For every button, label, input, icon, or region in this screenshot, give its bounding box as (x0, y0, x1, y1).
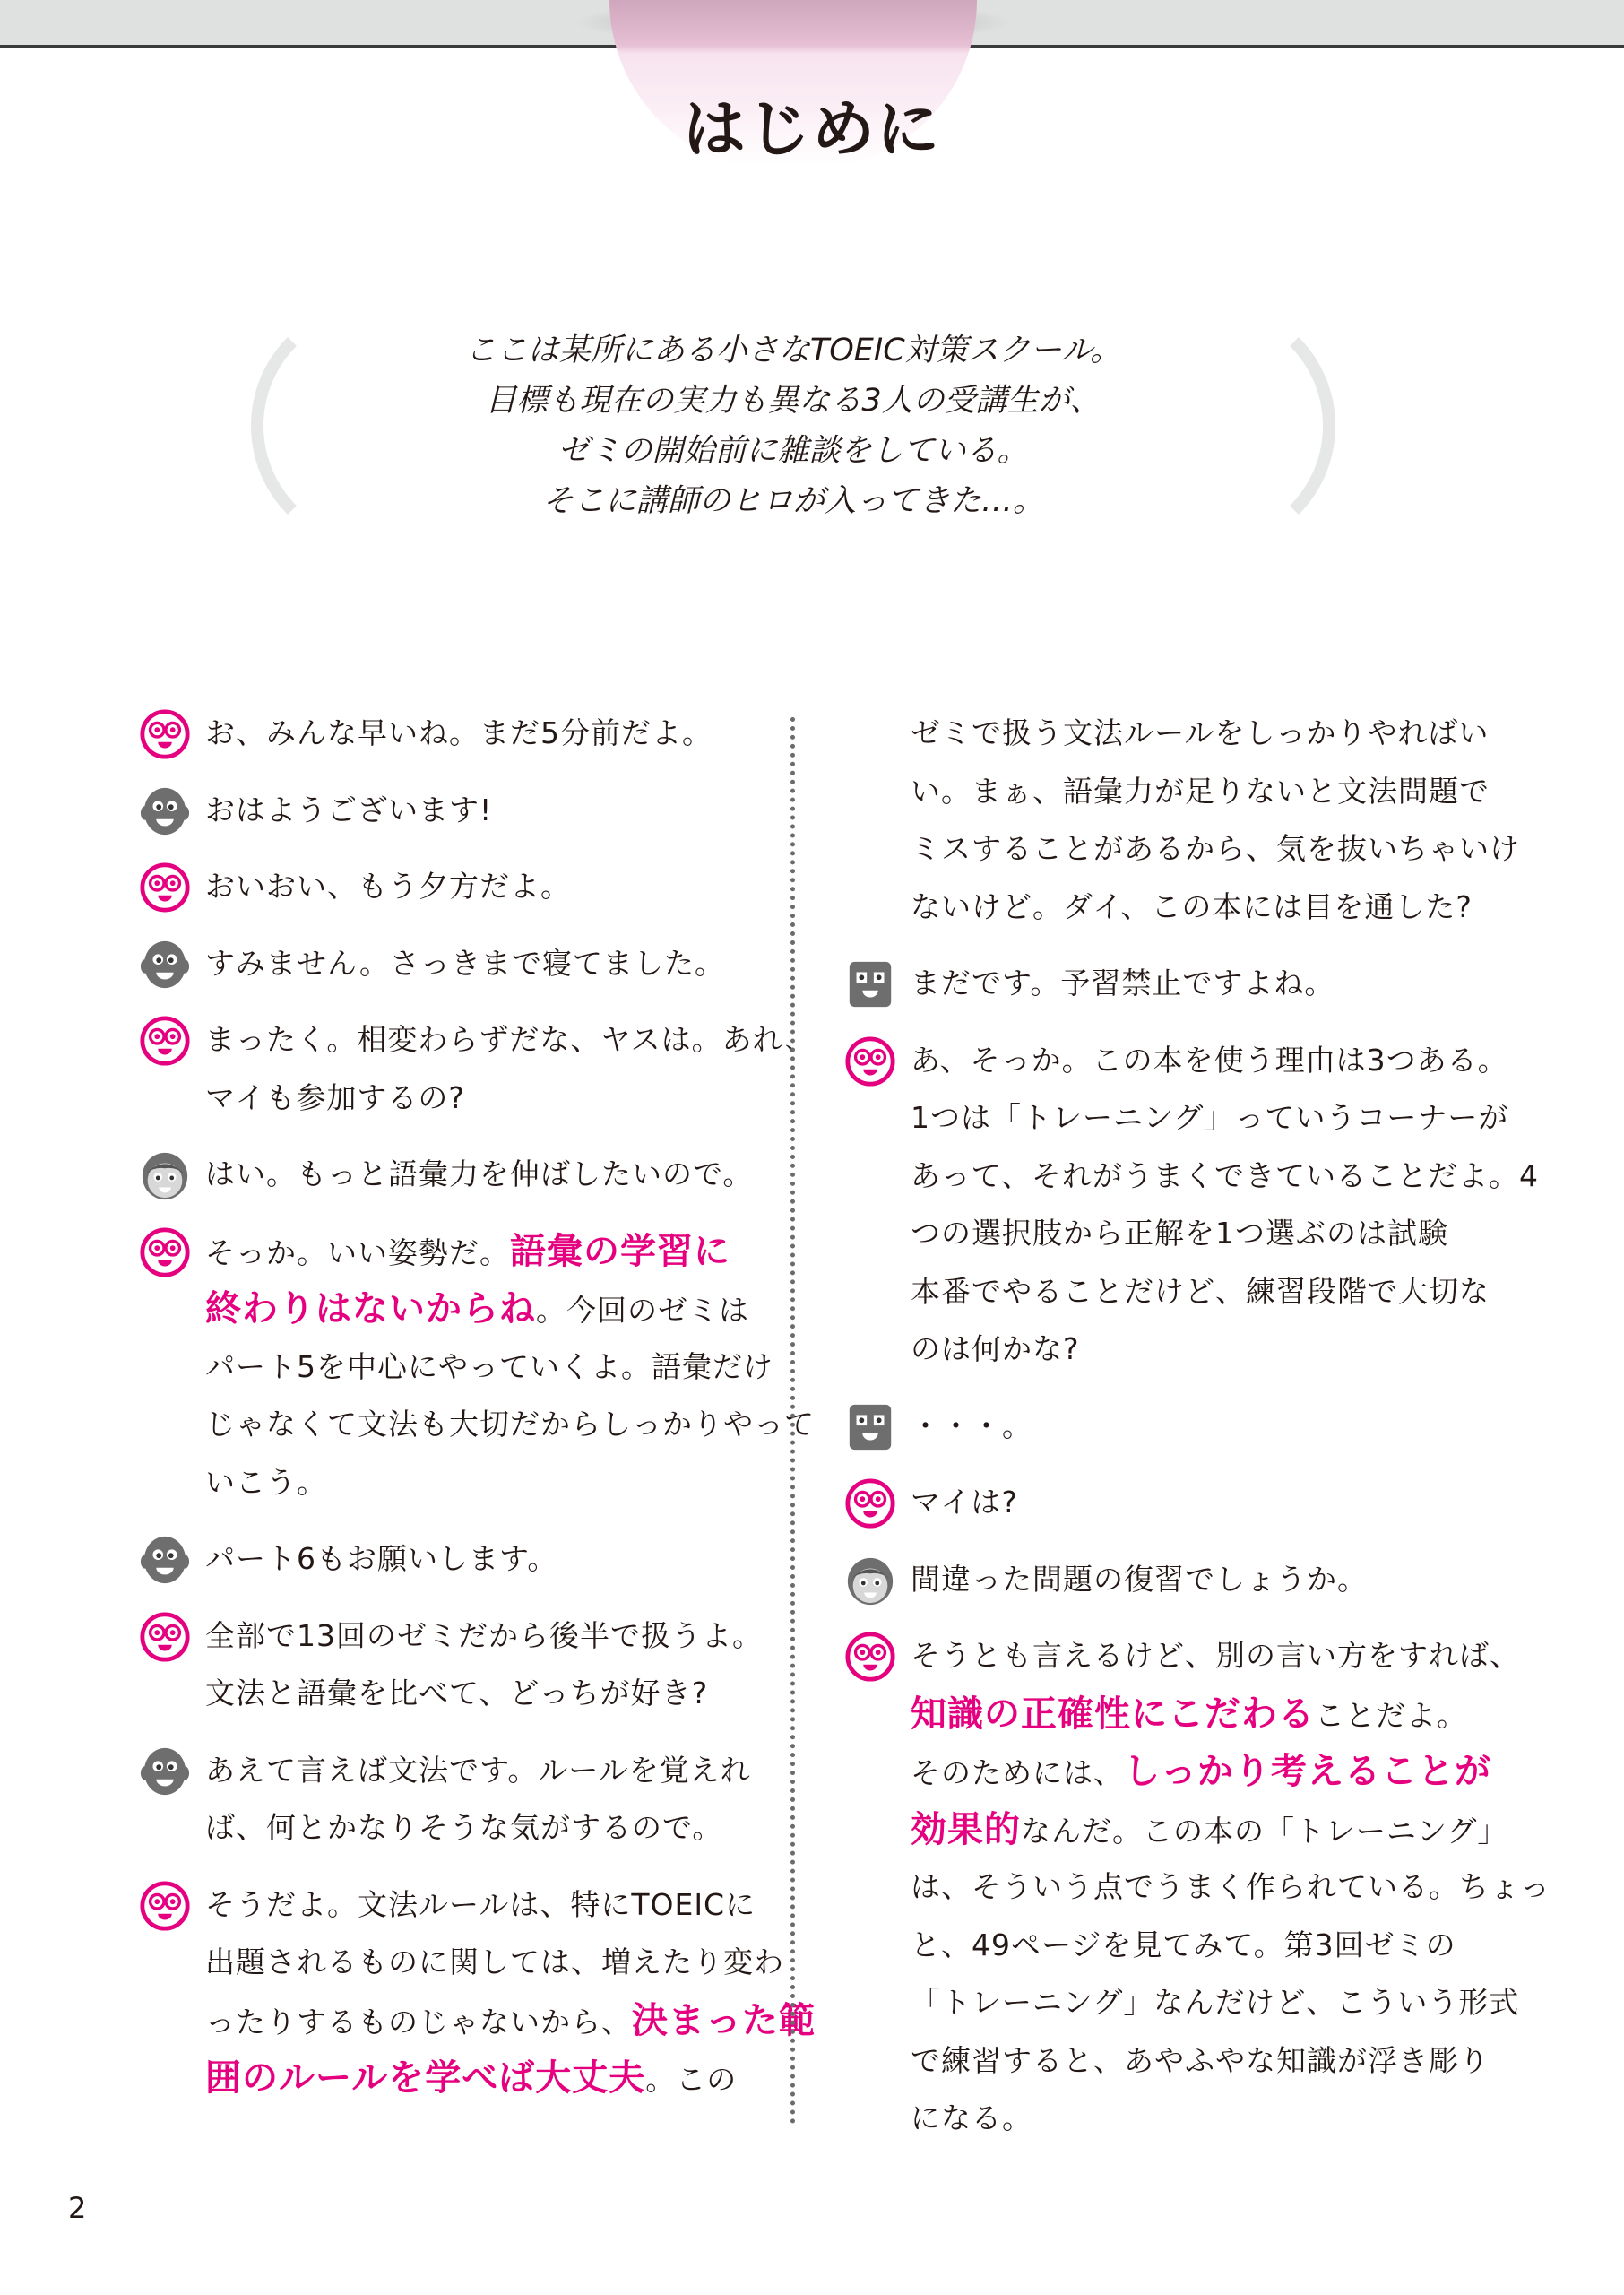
dialogue-text: になる。 (911, 2100, 1032, 2135)
dialogue-line (911, 763, 1490, 821)
dialogue-line (911, 1321, 1454, 1379)
dialogue-utterance-hiro (139, 1011, 816, 1127)
dialogue-text: おはようございます! (205, 792, 493, 827)
hiro-avatar-icon (844, 1631, 896, 1683)
dialogue-text: そうとも言えるけど、別の言い方をすれば、 (911, 1638, 1520, 1673)
dialogue-text: マイは? (911, 1485, 1018, 1520)
dialogue-line (911, 879, 1473, 937)
dialogue-line (205, 1280, 748, 1338)
dialogue-line (911, 1551, 1454, 1609)
dialogue-utterance-hiro (139, 1876, 816, 2108)
dialogue-utterance-mai (139, 1146, 754, 1204)
dialogue-text: ことだよ。 (1315, 1697, 1467, 1733)
dialogue-text: 1つは「トレーニング」っていうコーナーが (911, 1100, 1509, 1135)
dialogue-text: すみません。さっきまで寝てました。 (205, 945, 725, 981)
dialogue-line (911, 2032, 1490, 2091)
dialogue-line (911, 1032, 1508, 1090)
dialogue-text: まったく。相変わらずだな、ヤスは。あれ、 (205, 1022, 816, 1057)
highlight-text: 終わりはないからね (205, 1288, 536, 1329)
dialogue-utterance-yasu (139, 1742, 751, 1858)
dialogue-utterance-hiro (139, 858, 748, 916)
dialogue-text: お、みんな早いね。まだ5分前だよ。 (205, 715, 713, 750)
dialogue-text: ミスすることがあるから、気を抜いちゃいけ (911, 831, 1520, 866)
dialogue-text: 間違った問題の復習でしょうか。 (911, 1561, 1368, 1597)
dialogue-text: 。今回のゼミは (536, 1293, 749, 1328)
dialogue-utterance-hiro (139, 1607, 763, 1723)
dialogue-utterance-yasu (139, 935, 748, 993)
intro-line: そこに講師のヒロが入ってきた…。 (541, 483, 1044, 519)
dialogue-text: 全部で13回のゼミだから後半で扱うよ。 (205, 1617, 763, 1653)
dialogue-utterance-hiro (844, 1627, 1551, 2148)
dialogue-text: あ、そっか。この本を使う理由は3つある。 (911, 1042, 1508, 1078)
yasu-avatar-icon (139, 1534, 191, 1586)
dialogue-line (205, 858, 748, 916)
dialogue-text: じゃなくて文法も大切だからしっかりやって (205, 1407, 815, 1442)
dialogue-text: ったりするものじゃないから、 (205, 2004, 632, 2040)
dialogue-line (205, 1799, 748, 1858)
dialogue-line (205, 2049, 748, 2108)
dialogue-line (205, 1338, 773, 1397)
dialogue-column-left (139, 705, 816, 2126)
dialogue-line (911, 820, 1520, 879)
dialogue-column-right (844, 705, 1551, 2167)
highlight-text: しっかり考えることが (1124, 1751, 1491, 1792)
dialogue-line (205, 1992, 816, 2050)
dai-avatar-icon (844, 958, 896, 1010)
yasu-avatar-icon (139, 1745, 191, 1797)
hiro-avatar-icon (844, 1477, 896, 1529)
dialogue-line (205, 1665, 748, 1723)
dialogue-text: 出題されるものに関しては、増えたり変わ (205, 1944, 784, 1979)
dialogue-text: パート6もお願いします。 (205, 1541, 558, 1576)
dialogue-utterance-hiro (139, 1223, 815, 1512)
dialogue-line (205, 1530, 748, 1589)
dialogue-line (911, 1263, 1490, 1321)
dialogue-utterance-hiro (139, 705, 748, 763)
dialogue-utterance-hiro (844, 1474, 1454, 1532)
hiro-avatar-icon (139, 1880, 191, 1932)
dialogue-line (205, 705, 748, 763)
dialogue-line (911, 1205, 1454, 1263)
dialogue-text: つの選択肢から正解を1つ選ぶのは試験 (911, 1216, 1448, 1251)
dialogue-text: 。この (645, 2062, 738, 2097)
dialogue-line (205, 1454, 748, 1512)
dialogue-line (205, 1011, 816, 1070)
dialogue-line (911, 1627, 1520, 1685)
dialogue-text: 文法と語彙を比べて、どっちが好き? (205, 1676, 709, 1710)
dialogue-line (911, 2090, 1454, 2148)
dialogue-text: 本番でやることだけど、練習段階で大切な (911, 1273, 1490, 1309)
dialogue-utterance-dai (844, 1398, 1454, 1456)
dialogue-line (911, 1974, 1520, 2032)
page-number: 2 (68, 2191, 87, 2225)
intro-text (251, 325, 1335, 526)
intro-line: ゼミの開始前に雑談をしている。 (557, 433, 1029, 469)
dai-avatar-icon (844, 1401, 896, 1453)
page-title: はじめに (683, 92, 941, 166)
hiro-avatar-icon (844, 1035, 896, 1087)
dialogue-text: マイも参加するの? (205, 1079, 465, 1115)
dialogue-utterance-yasu (139, 1530, 748, 1589)
intro-line: ここは某所にある小さなTOEIC対策スクール。 (464, 333, 1122, 368)
hiro-avatar-icon (139, 1226, 191, 1278)
dialogue-line (911, 1685, 1467, 1744)
dialogue-text: あって、それがうまくできていることだよ。4 (911, 1157, 1540, 1193)
hiro-avatar-icon (139, 708, 191, 760)
dialogue-text: あえて言えば文法です。ルールを覚えれ (205, 1752, 751, 1788)
dialogue-text: ば、何とかなりそうな気がするので。 (205, 1810, 723, 1845)
hiro-avatar-icon (139, 1015, 191, 1067)
dialogue-text: は、そういう点でうまく作られている。ちょっ (911, 1869, 1551, 1904)
dialogue-line (205, 782, 748, 840)
dialogue-line (205, 1934, 784, 1992)
highlight-text: 決まった範 (632, 1999, 816, 2041)
dialogue-line (911, 1801, 1508, 1859)
dialogue-line (911, 1398, 1454, 1456)
hiro-avatar-icon (139, 862, 191, 914)
dialogue-text: と、49ページを見てみて。第3回ゼミの (911, 1927, 1456, 1962)
dialogue-line (911, 1474, 1454, 1532)
dialogue-line (911, 1917, 1454, 1975)
dialogue-text: いこう。 (205, 1464, 327, 1500)
dialogue-text: そっか。いい姿勢だ。 (205, 1234, 510, 1270)
dialogue-text: ないけど。ダイ、この本には目を通した? (911, 888, 1473, 924)
highlight-text: 知識の正確性にこだわる (911, 1693, 1315, 1735)
highlight-text: 語彙の学習に (510, 1230, 730, 1272)
dialogue-utterance-yasu (139, 782, 748, 840)
dialogue-line (911, 955, 1454, 1013)
dialogue-line (205, 1876, 756, 1935)
mai-avatar-icon (139, 1149, 191, 1201)
hiro-avatar-icon (139, 1611, 191, 1663)
dialogue-text: で練習すると、あやふやな知識が浮き彫り (911, 2042, 1490, 2078)
column-divider (790, 717, 795, 2125)
intro-box (251, 300, 1335, 551)
dialogue-utterance-continued (844, 705, 1520, 936)
dialogue-text: パート5を中心にやっていくよ。語彙だけ (205, 1348, 773, 1384)
dialogue-text: そのためには、 (911, 1755, 1124, 1790)
yasu-avatar-icon (139, 785, 191, 837)
dialogue-text: のは何かな? (911, 1331, 1080, 1366)
dialogue-line (911, 1148, 1540, 1206)
dialogue-text: はい。もっと語彙力を伸ばしたいので。 (205, 1156, 754, 1191)
dialogue-line (911, 1858, 1551, 1917)
dialogue-line (911, 705, 1490, 763)
dialogue-text: ゼミで扱う文法ルールをしっかりやればい (911, 715, 1490, 750)
dialogue-utterance-hiro (844, 1032, 1540, 1379)
dialogue-text: おいおい、もう夕方だよ。 (205, 869, 571, 904)
dialogue-line (911, 1089, 1509, 1148)
dialogue-text: い。まぁ、語彙力が足りないと文法問題で (911, 773, 1490, 809)
dialogue-text: そうだよ。文法ルールは、特にTOEICに (205, 1886, 756, 1922)
dialogue-line (205, 1396, 815, 1454)
dialogue-line (205, 1607, 763, 1666)
dialogue-text: ・・・。 (911, 1407, 1032, 1443)
dialogue-line (205, 1070, 748, 1128)
dialogue-utterance-dai (844, 955, 1454, 1013)
yasu-avatar-icon (139, 939, 191, 991)
dialogue-line (205, 1742, 751, 1800)
intro-line: 目標も現在の実力も異なる3人の受講生が、 (485, 383, 1101, 419)
highlight-text: 囲のルールを学べば大丈夫 (205, 2057, 646, 2099)
dialogue-line (911, 1743, 1491, 1801)
dialogue-text: 「トレーニング」なんだけど、こういう形式 (911, 1985, 1520, 2020)
dialogue-line (205, 1223, 748, 1281)
dialogue-text: まだです。予習禁止ですよね。 (911, 966, 1335, 1000)
dialogue-line (205, 1146, 754, 1204)
dialogue-utterance-mai (844, 1551, 1454, 1609)
dialogue-line (205, 935, 748, 993)
mai-avatar-icon (844, 1555, 896, 1606)
highlight-text: 効果的 (911, 1808, 1021, 1850)
dialogue-text: なんだ。この本の「トレーニング」 (1021, 1813, 1508, 1849)
